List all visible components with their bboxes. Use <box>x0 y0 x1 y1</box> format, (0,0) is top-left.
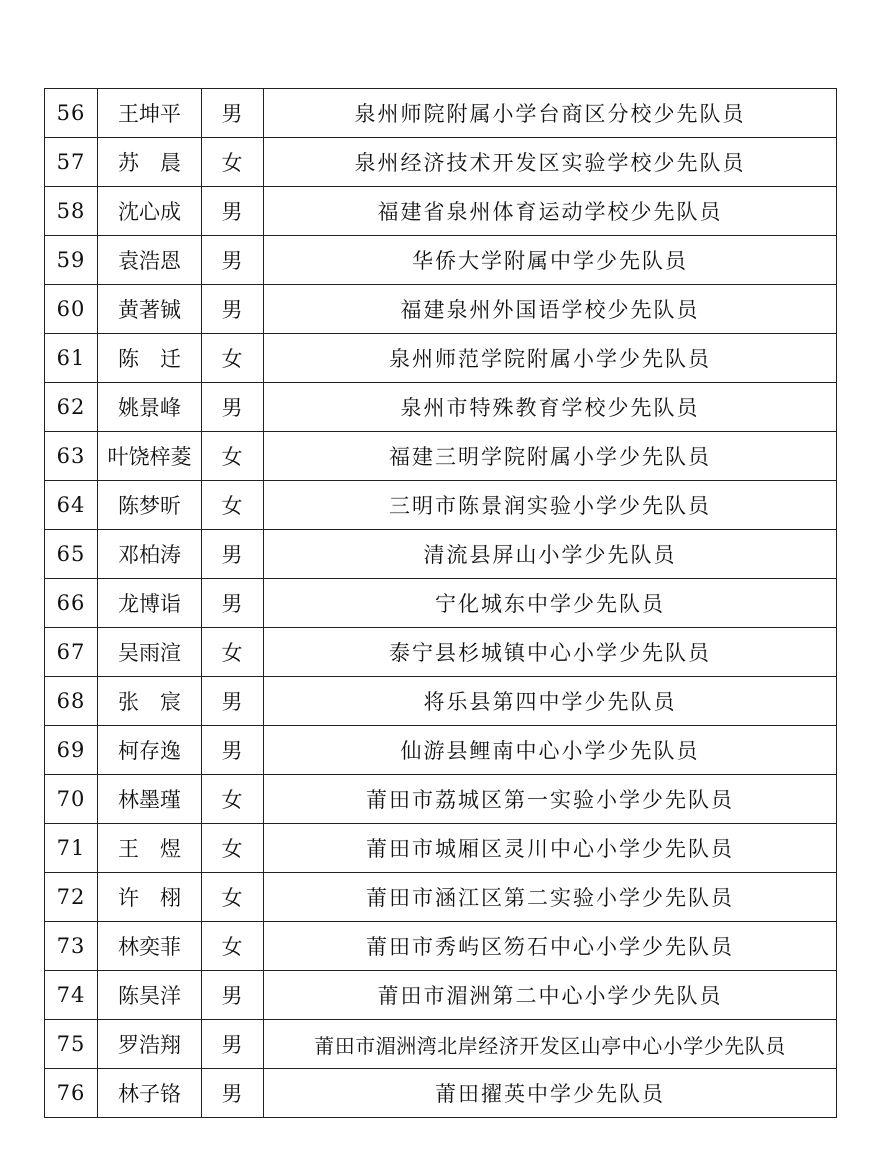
member-name: 邓柏涛 <box>98 530 202 579</box>
table-row <box>45 971 837 1020</box>
row-number: 73 <box>45 922 98 971</box>
member-name: 林子铬 <box>98 1069 202 1118</box>
member-unit: 莆田市涵江区第二实验小学少先队员 <box>264 873 837 922</box>
member-gender: 男 <box>202 530 264 579</box>
roster-table <box>44 88 837 1118</box>
member-gender: 女 <box>202 432 264 481</box>
table-row <box>45 628 837 677</box>
member-gender: 男 <box>202 236 264 285</box>
member-gender: 男 <box>202 579 264 628</box>
row-number: 56 <box>45 89 98 138</box>
table-row <box>45 285 837 334</box>
row-number: 60 <box>45 285 98 334</box>
row-number: 59 <box>45 236 98 285</box>
member-unit: 福建泉州外国语学校少先队员 <box>264 285 837 334</box>
row-number: 62 <box>45 383 98 432</box>
table-row <box>45 432 837 481</box>
member-unit: 福建省泉州体育运动学校少先队员 <box>264 187 837 236</box>
member-unit: 泉州市特殊教育学校少先队员 <box>264 383 837 432</box>
member-unit: 福建三明学院附属小学少先队员 <box>264 432 837 481</box>
member-name: 林奕菲 <box>98 922 202 971</box>
member-gender: 男 <box>202 89 264 138</box>
member-name: 林墨瑾 <box>98 775 202 824</box>
member-gender: 男 <box>202 971 264 1020</box>
member-name: 张 宸 <box>98 677 202 726</box>
member-gender: 男 <box>202 726 264 775</box>
member-name: 王 煜 <box>98 824 202 873</box>
row-number: 74 <box>45 971 98 1020</box>
member-gender: 女 <box>202 873 264 922</box>
member-unit: 泉州经济技术开发区实验学校少先队员 <box>264 138 837 187</box>
member-name: 姚景峰 <box>98 383 202 432</box>
row-number: 72 <box>45 873 98 922</box>
table-row <box>45 726 837 775</box>
member-unit: 泉州师范学院附属小学少先队员 <box>264 334 837 383</box>
row-number: 67 <box>45 628 98 677</box>
row-number: 69 <box>45 726 98 775</box>
table-row <box>45 89 837 138</box>
member-name: 陈昊洋 <box>98 971 202 1020</box>
member-gender: 女 <box>202 775 264 824</box>
member-name: 陈梦昕 <box>98 481 202 530</box>
table-row <box>45 138 837 187</box>
table-row <box>45 1020 837 1069</box>
roster-body <box>45 89 837 1118</box>
row-number: 64 <box>45 481 98 530</box>
member-gender: 女 <box>202 138 264 187</box>
member-unit: 宁化城东中学少先队员 <box>264 579 837 628</box>
member-name: 王坤平 <box>98 89 202 138</box>
row-number: 66 <box>45 579 98 628</box>
row-number: 70 <box>45 775 98 824</box>
member-unit: 莆田市湄洲湾北岸经济开发区山亭中心小学少先队员 <box>264 1020 837 1069</box>
row-number: 75 <box>45 1020 98 1069</box>
table-row <box>45 334 837 383</box>
member-unit: 莆田市湄洲第二中心小学少先队员 <box>264 971 837 1020</box>
member-name: 黄著铖 <box>98 285 202 334</box>
member-gender: 女 <box>202 922 264 971</box>
member-gender: 男 <box>202 1069 264 1118</box>
table-row <box>45 775 837 824</box>
table-row <box>45 922 837 971</box>
row-number: 71 <box>45 824 98 873</box>
member-gender: 男 <box>202 285 264 334</box>
row-number: 58 <box>45 187 98 236</box>
member-gender: 男 <box>202 677 264 726</box>
member-gender: 男 <box>202 1020 264 1069</box>
table-row <box>45 1069 837 1118</box>
member-unit: 泉州师院附属小学台商区分校少先队员 <box>264 89 837 138</box>
member-gender: 女 <box>202 824 264 873</box>
member-unit: 莆田市城厢区灵川中心小学少先队员 <box>264 824 837 873</box>
member-unit: 三明市陈景润实验小学少先队员 <box>264 481 837 530</box>
table-row <box>45 677 837 726</box>
table-row <box>45 824 837 873</box>
table-row <box>45 873 837 922</box>
member-unit: 将乐县第四中学少先队员 <box>264 677 837 726</box>
row-number: 57 <box>45 138 98 187</box>
table-row <box>45 579 837 628</box>
member-gender: 女 <box>202 481 264 530</box>
member-gender: 男 <box>202 383 264 432</box>
member-unit: 莆田擢英中学少先队员 <box>264 1069 837 1118</box>
member-name: 龙博诣 <box>98 579 202 628</box>
member-name: 陈 迁 <box>98 334 202 383</box>
table-row <box>45 383 837 432</box>
member-gender: 女 <box>202 334 264 383</box>
row-number: 65 <box>45 530 98 579</box>
member-unit: 清流县屏山小学少先队员 <box>264 530 837 579</box>
member-unit: 仙游县鲤南中心小学少先队员 <box>264 726 837 775</box>
row-number: 68 <box>45 677 98 726</box>
member-name: 柯存逸 <box>98 726 202 775</box>
member-unit: 莆田市荔城区第一实验小学少先队员 <box>264 775 837 824</box>
row-number: 63 <box>45 432 98 481</box>
member-name: 袁浩恩 <box>98 236 202 285</box>
member-name: 沈心成 <box>98 187 202 236</box>
member-name: 苏 晨 <box>98 138 202 187</box>
member-unit: 莆田市秀屿区笏石中心小学少先队员 <box>264 922 837 971</box>
member-gender: 男 <box>202 187 264 236</box>
table-row <box>45 530 837 579</box>
table-row <box>45 236 837 285</box>
member-gender: 女 <box>202 628 264 677</box>
row-number: 61 <box>45 334 98 383</box>
member-name: 吴雨渲 <box>98 628 202 677</box>
table-row <box>45 481 837 530</box>
member-name: 罗浩翔 <box>98 1020 202 1069</box>
member-unit: 华侨大学附属中学少先队员 <box>264 236 837 285</box>
table-row <box>45 187 837 236</box>
row-number: 76 <box>45 1069 98 1118</box>
member-name: 许 栩 <box>98 873 202 922</box>
member-name: 叶饶梓菱 <box>98 432 202 481</box>
member-unit: 泰宁县杉城镇中心小学少先队员 <box>264 628 837 677</box>
